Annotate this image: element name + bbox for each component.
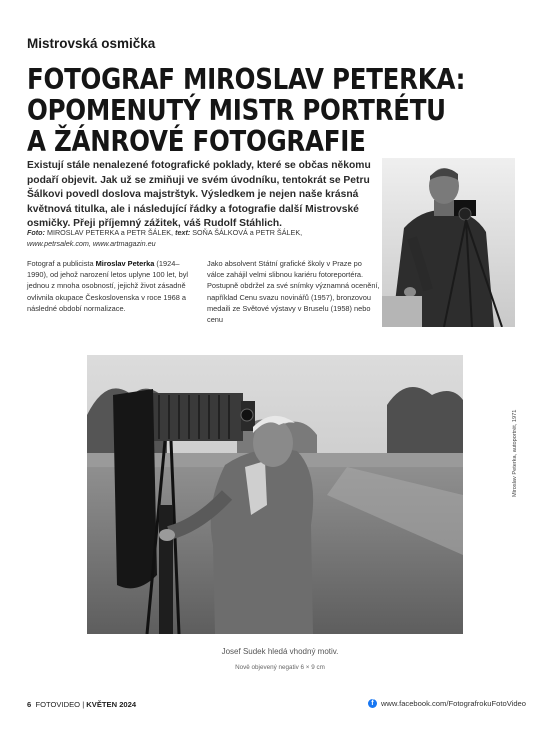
footer-issue bbox=[27, 700, 136, 709]
text-names: SOŇA ŠÁLKOVÁ a PETR ŠÁLEK, bbox=[192, 228, 303, 237]
portrait-caption-text: Miroslav Peterka, autoportrét, 1971 bbox=[512, 409, 518, 497]
portrait-photo bbox=[382, 158, 515, 327]
headline-line-1: FOTOGRAF MIROSLAV PETERKA: bbox=[27, 63, 466, 96]
body-column-2: Jako absolvent Státní grafické školy v Praze po válce zahájil velmi slibnou kariéru fotoreportéra. Postupně obdržel za své snímky významná ocenění, například Cenu svazu novinářů (1957), bronzovou medaili ze Světové výstavy v Bruselu (1958) nebo cenu bbox=[207, 259, 380, 325]
main-photo-subcaption: Nově objevený negativ 6 × 9 cm bbox=[235, 664, 325, 671]
portrait-photo-art bbox=[382, 158, 515, 327]
portrait-caption bbox=[512, 327, 524, 497]
col1-before: Fotograf a publicista bbox=[27, 259, 96, 268]
headline-line-2: OPOMENUTÝ MISTR PORTRÉTU bbox=[27, 94, 446, 127]
footer-facebook[interactable] bbox=[368, 699, 526, 708]
main-photo bbox=[87, 355, 463, 634]
col1-after: (1924–1990), od jehož narození letos uplyne 100 let, byl jednou z mnoha osobností, jejichž život zásadně ovlivnila okupace Československa v roce 1968 a následné období normalizace. bbox=[27, 259, 189, 313]
facebook-url[interactable]: www.facebook.com/FotografrokuFotoVideo bbox=[380, 699, 526, 708]
main-photo-caption: Josef Sudek hledá vhodný motiv. bbox=[221, 647, 339, 656]
footer-separator: | bbox=[82, 700, 85, 709]
issue-date: KVĚTEN 2024 bbox=[86, 700, 137, 709]
credit-links: www.petrsalek.com, www.artmagazin.eu bbox=[27, 238, 156, 248]
credits bbox=[27, 228, 382, 249]
body-column-1 bbox=[27, 258, 199, 314]
facebook-icon: f bbox=[368, 699, 377, 708]
headline-line-3: A ŽÁNROVÉ FOTOGRAFIE bbox=[27, 125, 366, 158]
foto-label: Foto: bbox=[27, 228, 45, 237]
article-headline bbox=[27, 63, 466, 158]
foto-names: MIROSLAV PETERKA a PETR ŠÁLEK, bbox=[46, 228, 174, 237]
main-photo-art bbox=[87, 355, 463, 634]
section-label: Mistrovská osmička bbox=[27, 36, 156, 51]
col1-name: Miroslav Peterka bbox=[95, 259, 155, 268]
text-label: text: bbox=[175, 228, 191, 237]
page-number: 6 bbox=[27, 700, 32, 709]
lead-paragraph: Existují stále nenalezené fotografické poklady, které se občas někomu podaří objevit. Jak už se zmiňuji ve svém úvodníku, tentokrát se Petru Šálkovi povedl doslova majstrštyk. Výsledkem je nejen naše krásná květnová titulka, ale i následující řádky a fotografie další Mistrovské osmičky. Přeji příjemný zážitek, váš Rudolf Stáhlich. bbox=[27, 160, 371, 230]
magazine-name: FOTOVIDEO bbox=[35, 700, 81, 709]
